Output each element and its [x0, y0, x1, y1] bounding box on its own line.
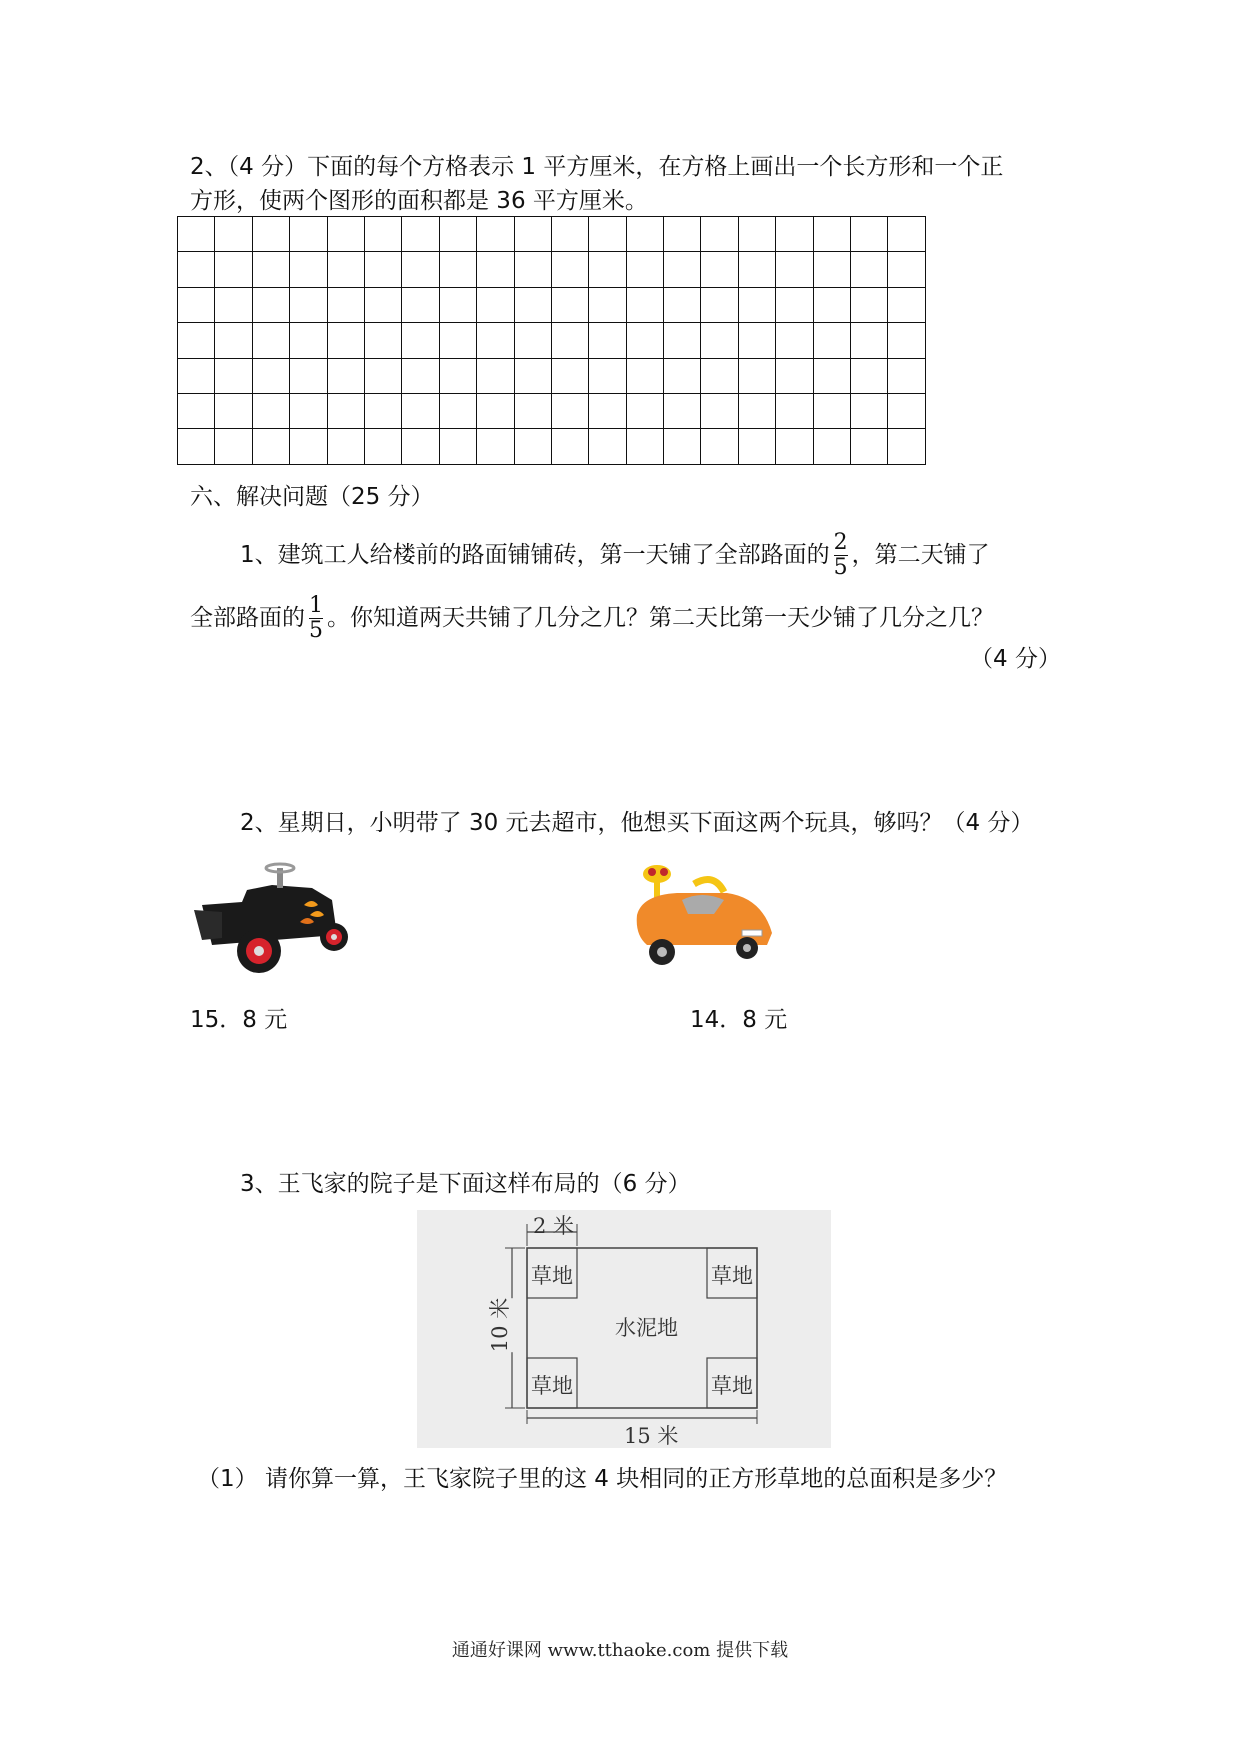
grid-cell[interactable] [776, 252, 813, 287]
section-heading: 六、解决问题（25 分） [190, 484, 434, 510]
grid-cell[interactable] [215, 252, 252, 287]
grid-cell[interactable] [439, 323, 476, 358]
grid-cell[interactable] [551, 287, 588, 322]
grid-cell[interactable] [364, 287, 401, 322]
toy1-price: 15．8 元 [190, 1007, 288, 1033]
grid-cell[interactable] [215, 323, 252, 358]
grid-cell[interactable] [477, 429, 514, 464]
grid-cell[interactable] [327, 323, 364, 358]
grid-cell[interactable] [738, 393, 775, 428]
grid-cell[interactable] [477, 217, 514, 252]
grid-cell[interactable] [477, 323, 514, 358]
grid-cell[interactable] [327, 287, 364, 322]
grid-cell[interactable] [701, 323, 738, 358]
grid-cell[interactable] [738, 252, 775, 287]
orange-toy-car-icon [622, 860, 777, 979]
grid-cell[interactable] [514, 217, 551, 252]
problem3-text: 3、王飞家的院子是下面这样布局的（6 分） [240, 1171, 691, 1197]
yard-center-label: 水泥地 [615, 1316, 678, 1340]
grid-cell[interactable] [813, 217, 850, 252]
grid-cell[interactable] [701, 358, 738, 393]
grid-cell[interactable] [776, 358, 813, 393]
grid-cell[interactable] [514, 287, 551, 322]
grid-cell[interactable] [551, 252, 588, 287]
grid-cell[interactable] [514, 252, 551, 287]
grid-cell[interactable] [776, 429, 813, 464]
grid-cell[interactable] [888, 287, 925, 322]
grid-cell[interactable] [252, 287, 289, 322]
grid-cell[interactable] [888, 217, 925, 252]
grid-cell[interactable] [664, 323, 701, 358]
grid-cell[interactable] [364, 358, 401, 393]
grid-cell[interactable] [701, 393, 738, 428]
grid-cell[interactable] [252, 252, 289, 287]
grid-cell[interactable] [701, 429, 738, 464]
grid-cell[interactable] [252, 323, 289, 358]
grid-cell[interactable] [813, 358, 850, 393]
grid-cell[interactable] [888, 252, 925, 287]
grid-cell[interactable] [888, 323, 925, 358]
grid-cell[interactable] [551, 429, 588, 464]
grid-cell[interactable] [327, 252, 364, 287]
grid-cell[interactable] [178, 358, 215, 393]
grass-bottom-right: 草地 [711, 1374, 753, 1398]
grid-cell[interactable] [364, 429, 401, 464]
grid-cell[interactable] [178, 323, 215, 358]
grid-cell[interactable] [514, 393, 551, 428]
grid-question-line1: 2、（4 分）下面的每个方格表示 1 平方厘米，在方格上画出一个长方形和一个正 [190, 154, 1004, 180]
grid-cell[interactable] [215, 287, 252, 322]
grid-cell[interactable] [626, 287, 663, 322]
grid-cell[interactable] [402, 287, 439, 322]
problem1-line2: 全部路面的 $\frac{1}{5}$ 。你知道两天共铺了几分之几？第二天比第一天少铺了几分之几？ [190, 593, 994, 643]
grid-cell[interactable] [738, 323, 775, 358]
grid-cell[interactable] [738, 287, 775, 322]
grid-cell[interactable] [851, 323, 888, 358]
grid-cell[interactable] [888, 429, 925, 464]
grid-cell[interactable] [701, 217, 738, 252]
grid-cell[interactable] [589, 393, 626, 428]
black-pedal-car-icon [192, 860, 357, 979]
grid-cell[interactable] [327, 217, 364, 252]
grid-cell[interactable] [664, 393, 701, 428]
grid-cell[interactable] [551, 393, 588, 428]
grid-cell[interactable] [664, 252, 701, 287]
yard-left-label: 10 米 [484, 1298, 514, 1352]
grid-cell[interactable] [851, 429, 888, 464]
grid-cell[interactable] [551, 358, 588, 393]
fraction-one-fifth: $\frac{1}{5}$ [309, 593, 323, 643]
problem2-text: 2、星期日，小明带了 30 元去超市，他想买下面这两个玩具，够吗？（4 分） [240, 810, 1034, 836]
grid-cell[interactable] [701, 287, 738, 322]
grid-cell[interactable] [851, 358, 888, 393]
grid-cell[interactable] [252, 358, 289, 393]
grid-cell[interactable] [402, 429, 439, 464]
grid-cell[interactable] [813, 287, 850, 322]
grid-cell[interactable] [776, 323, 813, 358]
grid-cell[interactable] [626, 358, 663, 393]
grid-cell[interactable] [664, 287, 701, 322]
grid-cell[interactable] [439, 252, 476, 287]
grid-cell[interactable] [439, 358, 476, 393]
grid-cell[interactable] [290, 393, 327, 428]
grid-cell[interactable] [178, 287, 215, 322]
grid-cell[interactable] [477, 252, 514, 287]
grid-cell[interactable] [551, 323, 588, 358]
problem1-score: （4 分） [970, 646, 1061, 672]
grid-cell[interactable] [813, 323, 850, 358]
grid-cell[interactable] [290, 217, 327, 252]
grid-cell[interactable] [776, 287, 813, 322]
grid-cell[interactable] [589, 287, 626, 322]
grid-cell[interactable] [701, 252, 738, 287]
grid-cell[interactable] [215, 358, 252, 393]
grid-cell[interactable] [215, 429, 252, 464]
grid-cell[interactable] [290, 358, 327, 393]
yard-top-label: 2 米 [533, 1214, 575, 1238]
grid-cell[interactable] [776, 217, 813, 252]
grid-cell[interactable] [402, 217, 439, 252]
grid-cell[interactable] [364, 393, 401, 428]
toy2-price: 14．8 元 [690, 1007, 788, 1033]
grid-cell[interactable] [851, 252, 888, 287]
grid-cell[interactable] [813, 393, 850, 428]
grid-cell[interactable] [178, 217, 215, 252]
grid-cell[interactable] [664, 429, 701, 464]
grid-cell[interactable] [626, 323, 663, 358]
grid-cell[interactable] [439, 287, 476, 322]
grid-cell[interactable] [477, 358, 514, 393]
grid-cell[interactable] [738, 217, 775, 252]
grid-cell[interactable] [327, 358, 364, 393]
grid-cell[interactable] [664, 358, 701, 393]
grid-cell[interactable] [402, 323, 439, 358]
grid-cell[interactable] [364, 252, 401, 287]
grid-cell[interactable] [290, 429, 327, 464]
problem1-line1: 1、建筑工人给楼前的路面铺铺砖，第一天铺了全部路面的 $\frac{2}{5}$ ，第二天铺了 [240, 530, 990, 580]
grid-cell[interactable] [851, 217, 888, 252]
grid-cell[interactable] [290, 323, 327, 358]
fraction-two-fifths: $\frac{2}{5}$ [833, 530, 848, 580]
grid-cell[interactable] [178, 393, 215, 428]
yard-diagram [417, 1210, 831, 1448]
grid-cell[interactable] [626, 393, 663, 428]
grid-cell[interactable] [290, 252, 327, 287]
grid-cell[interactable] [477, 393, 514, 428]
grid-cell[interactable] [327, 429, 364, 464]
grid-cell[interactable] [364, 323, 401, 358]
grid-cell[interactable] [888, 358, 925, 393]
drawing-grid[interactable] [177, 216, 926, 465]
grid-cell[interactable] [626, 429, 663, 464]
grid-cell[interactable] [738, 429, 775, 464]
grid-cell[interactable] [252, 217, 289, 252]
grid-cell[interactable] [813, 429, 850, 464]
grid-cell[interactable] [439, 429, 476, 464]
grass-bottom-left: 草地 [531, 1374, 573, 1398]
grid-cell[interactable] [402, 252, 439, 287]
grid-cell[interactable] [402, 393, 439, 428]
grid-cell[interactable] [402, 358, 439, 393]
grid-cell[interactable] [514, 429, 551, 464]
grid-cell[interactable] [589, 323, 626, 358]
grid-cell[interactable] [589, 252, 626, 287]
grid-cell[interactable] [327, 393, 364, 428]
grid-cell[interactable] [178, 252, 215, 287]
grid-cell[interactable] [664, 217, 701, 252]
grid-cell[interactable] [589, 358, 626, 393]
grid-cell[interactable] [738, 358, 775, 393]
problem3-sub1: （1） 请你算一算，王飞家院子里的这 4 块相同的正方形草地的总面积是多少？ [197, 1466, 1008, 1492]
grid-cell[interactable] [589, 429, 626, 464]
grid-cell[interactable] [514, 323, 551, 358]
grid-cell[interactable] [851, 287, 888, 322]
grid-question-line2: 方形，使两个图形的面积都是 36 平方厘米。 [190, 188, 648, 214]
grid-cell[interactable] [477, 287, 514, 322]
grid-cell[interactable] [551, 217, 588, 252]
grid-cell[interactable] [813, 252, 850, 287]
grid-cell[interactable] [439, 217, 476, 252]
grid-cell[interactable] [626, 217, 663, 252]
page-footer: 通通好课网 www.tthaoke.com 提供下载 [451, 1640, 789, 1661]
grid-cell[interactable] [589, 217, 626, 252]
yard-bottom-label: 15 米 [624, 1424, 679, 1448]
grass-top-right: 草地 [711, 1264, 753, 1288]
grid-cell[interactable] [178, 429, 215, 464]
grid-cell[interactable] [851, 393, 888, 428]
grass-top-left: 草地 [531, 1264, 573, 1288]
grid-cell[interactable] [626, 252, 663, 287]
grid-cell[interactable] [252, 429, 289, 464]
grid-cell[interactable] [776, 393, 813, 428]
grid-cell[interactable] [514, 358, 551, 393]
grid-cell[interactable] [252, 393, 289, 428]
grid-cell[interactable] [290, 287, 327, 322]
grid-cell[interactable] [439, 393, 476, 428]
grid-cell[interactable] [364, 217, 401, 252]
grid-cell[interactable] [215, 217, 252, 252]
grid-cell[interactable] [215, 393, 252, 428]
grid-cell[interactable] [888, 393, 925, 428]
